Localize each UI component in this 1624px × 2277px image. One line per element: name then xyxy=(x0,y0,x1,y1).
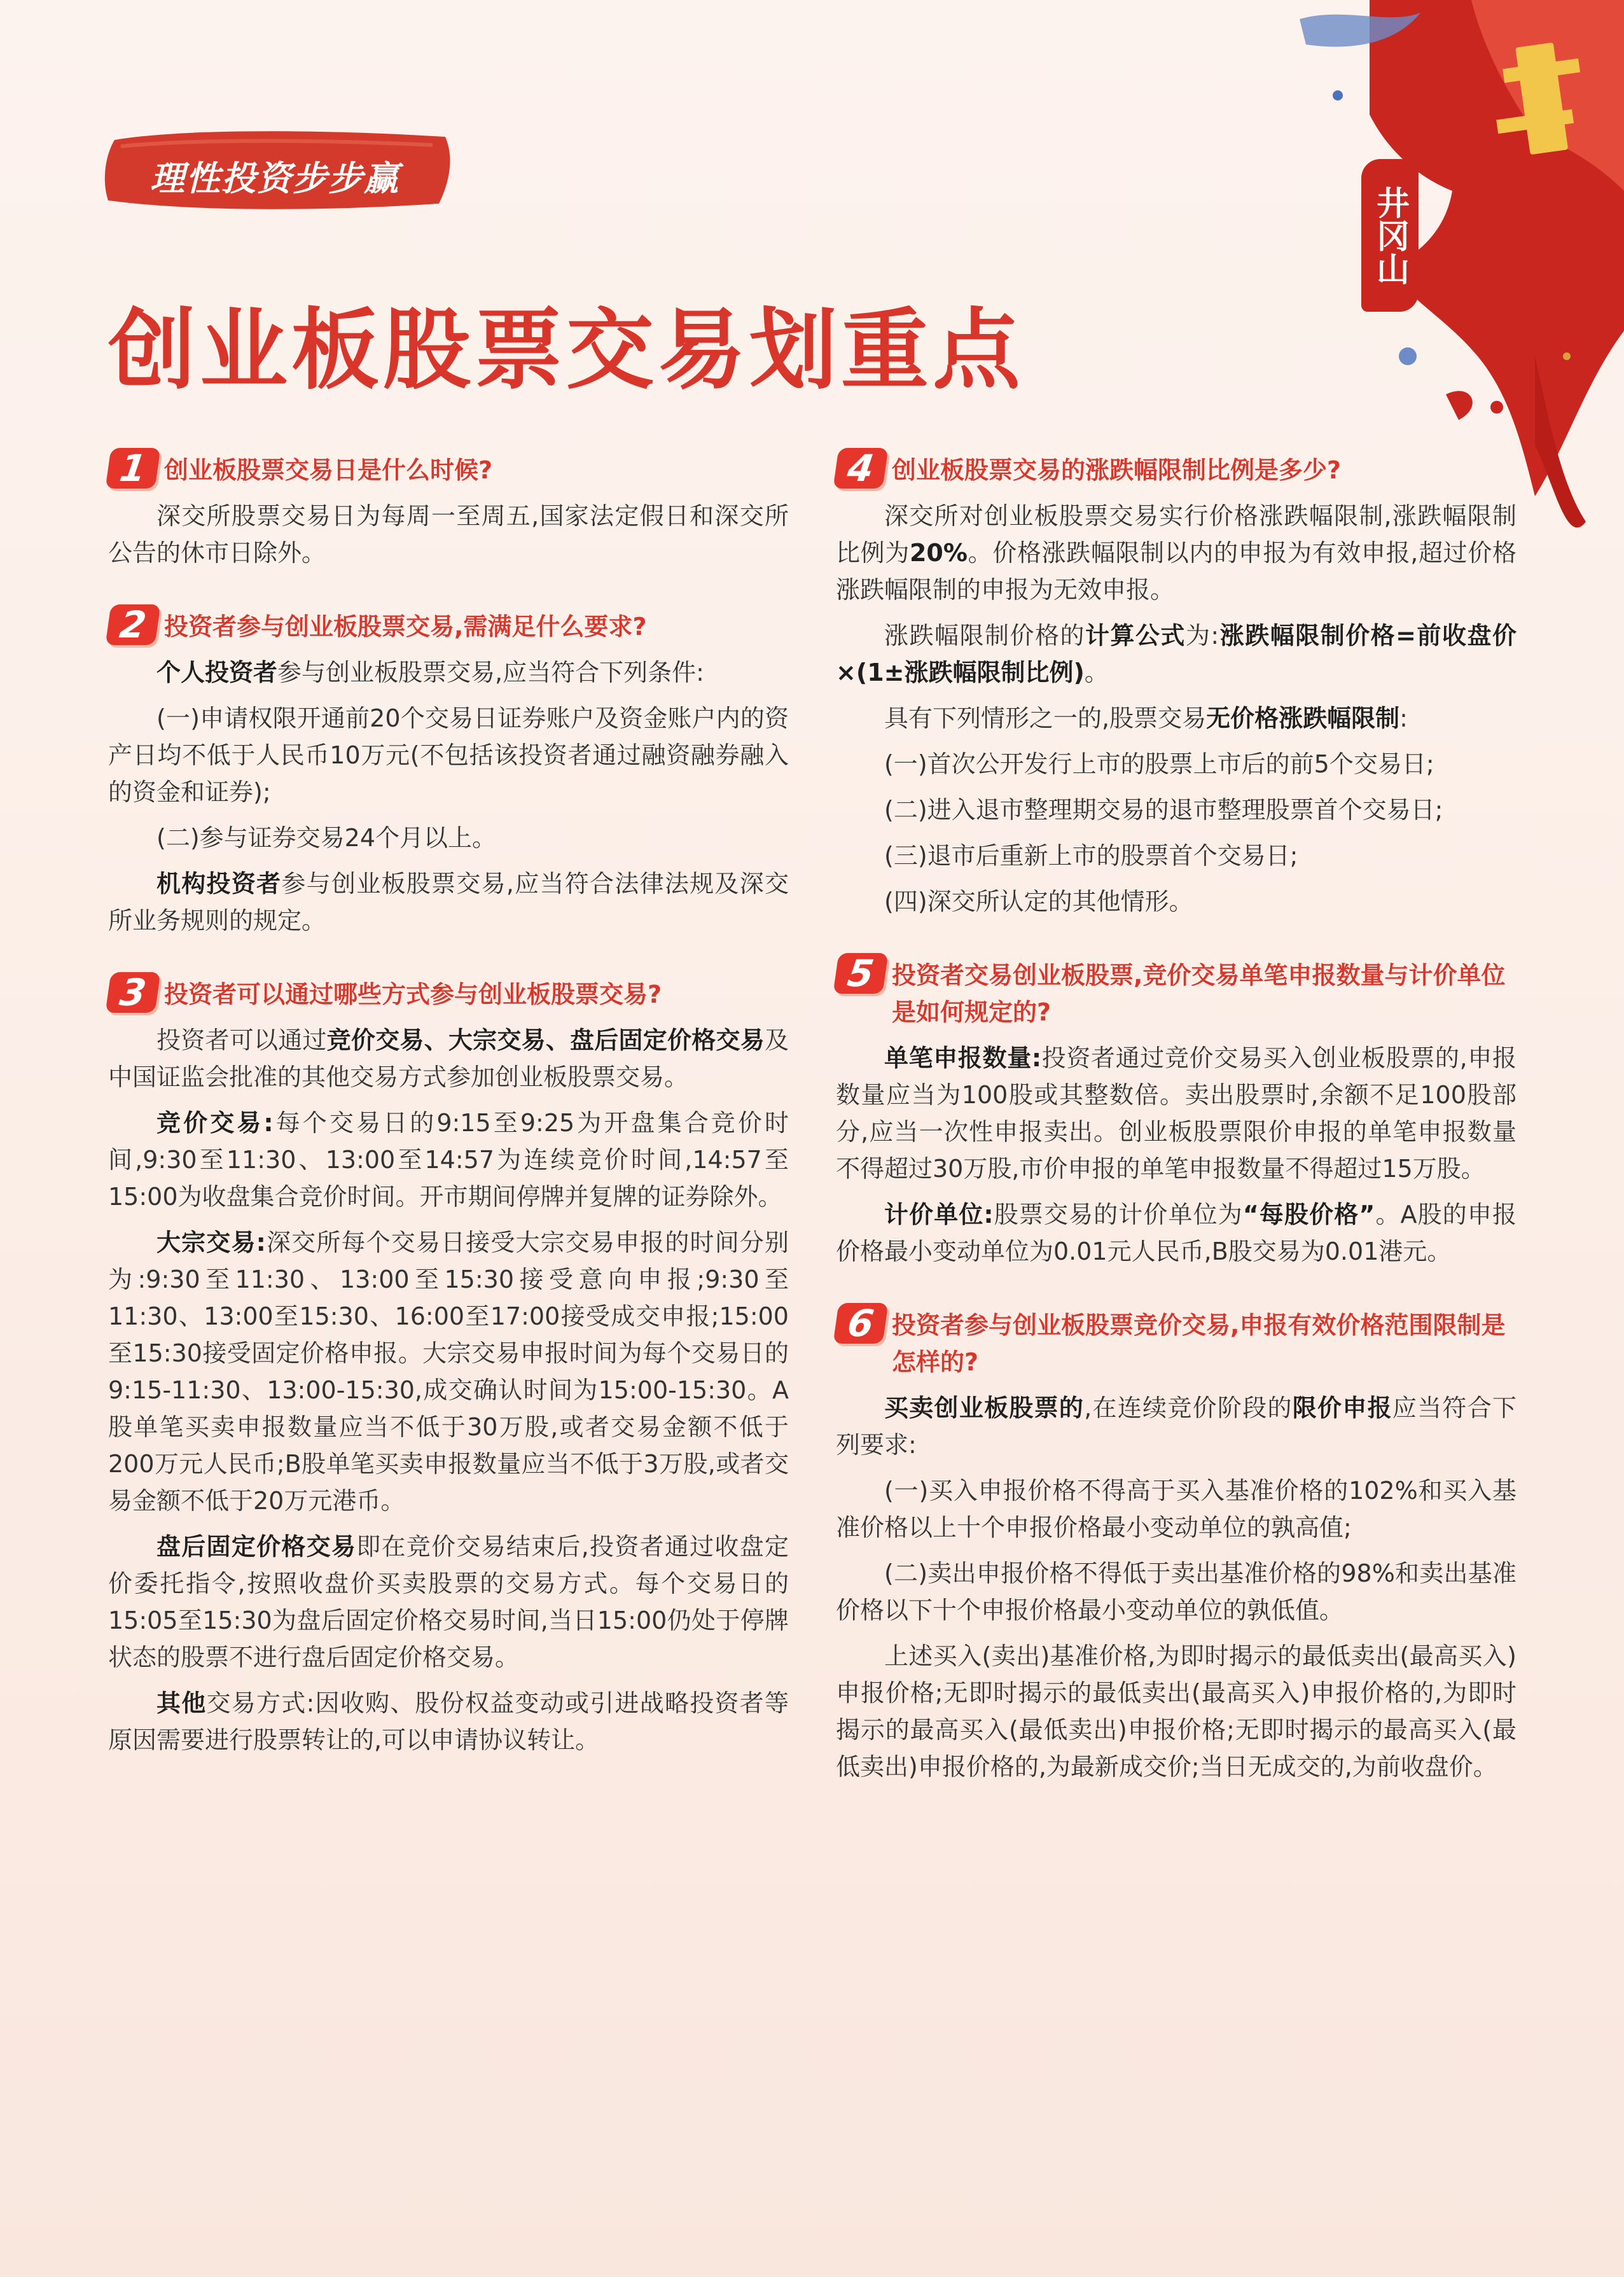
question-number-badge: 3 xyxy=(106,972,161,1013)
answer-paragraph: 上述买入(卖出)基准价格,为即时揭示的最低卖出(最高买入)申报价格;无即时揭示的最低卖出(最高买入)申报价格的,为即时揭示的最高买入(最低卖出)申报价格;无即时揭示的最高买入(最低卖出)申报价格的,为最新成交价;当日无成交的,为前收盘价。 xyxy=(836,1642,1516,1781)
question-3 xyxy=(108,971,789,1758)
bold-term: 盘后固定价格交易 xyxy=(156,1533,357,1561)
answer-paragraph xyxy=(836,700,1516,737)
question-title: 创业板股票交易日是什么时候? xyxy=(164,456,493,484)
answer-paragraph xyxy=(108,1022,789,1096)
answer-paragraph: (一)首次公开发行上市的股票上市后的前5个交易日; xyxy=(884,750,1434,778)
question-1 xyxy=(108,447,789,571)
bold-term: 单笔申报数量: xyxy=(884,1044,1042,1072)
question-5 xyxy=(836,952,1516,1270)
question-header xyxy=(836,447,1516,490)
paragraph-text: 深交所对创业板股票交易实行价格涨跌幅限制,涨跌幅限制比例为 xyxy=(836,502,1516,567)
answer-paragraph: (一)申请权限开通前20个交易日证券账户及资金账户内的资产日均不低于人民币10万元(不包括该投资者通过融资融券融入的资金和证券); xyxy=(108,704,789,806)
question-title: 投资者可以通过哪些方式参与创业板股票交易? xyxy=(164,980,662,1008)
answer-paragraph: (二)进入退市整理期交易的退市整理股票首个交易日; xyxy=(884,796,1443,824)
answer-paragraph xyxy=(108,1685,789,1758)
paragraph-text: 每个交易日的9:15至9:25为开盘集合竞价时间,9:30至11:30、13:00至14:57为连续竞价时间,14:57至15:00为收盘集合竞价时间。开市期间停牌并复牌的证券除外。 xyxy=(108,1109,789,1211)
answer-paragraph xyxy=(836,617,1516,691)
bold-term: 竞价交易、大宗交易、盘后固定价格交易 xyxy=(326,1026,765,1054)
answer-paragraph: (二)卖出申报价格不得低于卖出基准价格的98%和卖出基准价格以下十个申报价格最小变动单位的孰低值。 xyxy=(836,1559,1516,1624)
bold-term: 个人投资者 xyxy=(156,658,278,686)
paragraph-text: 投资者可以通过 xyxy=(156,1026,327,1054)
bold-formula: 涨跌幅限制价格=前收盘价×(1±涨跌幅限制比例) xyxy=(836,622,1516,686)
question-number-badge: 6 xyxy=(833,1303,889,1344)
bold-term: 机构投资者 xyxy=(156,870,282,898)
right-column xyxy=(836,447,1516,1822)
bold-term: 计算公式 xyxy=(1085,622,1186,650)
answer-paragraph: 深交所股票交易日为每周一至周五,国家法定假日和深交所公告的休市日除外。 xyxy=(108,502,789,567)
answer-paragraph: (四)深交所认定的其他情形。 xyxy=(884,888,1193,916)
answer-paragraph xyxy=(108,654,789,691)
paragraph-text: 股票交易的计价单位为 xyxy=(993,1201,1243,1229)
question-number-badge: 1 xyxy=(106,448,161,489)
bold-term: “每股价格” xyxy=(1242,1201,1375,1229)
paragraph-text: 参与创业板股票交易,应当符合法律法规及深交所业务规则的规定。 xyxy=(108,870,789,935)
answer-paragraph xyxy=(836,1196,1516,1270)
answer-paragraph xyxy=(836,1389,1516,1463)
banner-slogan: 理性投资步步赢 xyxy=(150,158,399,198)
paragraph-text: 为: xyxy=(1185,622,1219,650)
question-header xyxy=(108,447,789,490)
answer-paragraph xyxy=(108,1224,789,1519)
question-number-badge: 5 xyxy=(833,953,889,994)
paragraph-text: 。价格涨跌幅限制以内的申报为有效申报,超过价格涨跌幅限制的申报为无效申报。 xyxy=(836,539,1516,604)
question-header xyxy=(836,952,1516,1031)
answer-paragraph: (一)买入申报价格不得高于买入基准价格的102%和买入基准价格以上十个申报价格最小变动单位的孰高值; xyxy=(836,1477,1516,1542)
paragraph-text: ,在连续竞价阶段的 xyxy=(1084,1394,1293,1422)
paragraph-text: : xyxy=(1399,704,1408,732)
paragraph-text: 。 xyxy=(1084,658,1109,686)
bold-term: 无价格涨跌幅限制 xyxy=(1206,704,1400,732)
bold-term: 其他 xyxy=(156,1689,207,1717)
answer-paragraph: (二)参与证券交易24个月以上。 xyxy=(156,824,497,852)
answer-paragraph xyxy=(836,1040,1516,1187)
bold-term: 买卖创业板股票的 xyxy=(884,1394,1085,1422)
answer-paragraph xyxy=(836,498,1516,608)
paragraph-text: 及中国证监会批准的其他交易方式参加创业板股票交易。 xyxy=(108,1026,789,1091)
answer-paragraph xyxy=(108,865,789,939)
question-2 xyxy=(108,603,789,939)
vertical-label: 井冈山 xyxy=(1370,186,1410,285)
jinggangshan-stamp xyxy=(1361,159,1419,312)
paragraph-text: 。A股的申报价格最小变动单位为0.01元人民币,B股交易为0.01港元。 xyxy=(836,1201,1516,1265)
question-4 xyxy=(836,447,1516,920)
paragraph-text: 应当符合下列要求: xyxy=(836,1394,1516,1459)
question-number-badge: 4 xyxy=(833,448,889,489)
paragraph-text: 参与创业板股票交易,应当符合下列条件: xyxy=(277,658,704,686)
bold-term: 大宗交易: xyxy=(156,1229,266,1257)
answer-paragraph xyxy=(108,1104,789,1215)
question-header xyxy=(108,971,789,1014)
question-header xyxy=(836,1302,1516,1381)
question-title: 投资者参与创业板股票交易,需满足什么要求? xyxy=(164,613,647,641)
bold-term: 计价单位: xyxy=(884,1201,994,1229)
bold-term: 限价申报 xyxy=(1292,1394,1392,1422)
answer-paragraph: (三)退市后重新上市的股票首个交易日; xyxy=(884,842,1298,870)
paragraph-text: 涨跌幅限制价格的 xyxy=(884,622,1085,650)
question-6 xyxy=(836,1302,1516,1785)
bold-term: 竞价交易: xyxy=(156,1109,274,1137)
paragraph-text: 具有下列情形之一的,股票交易 xyxy=(884,704,1207,732)
question-title: 投资者参与创业板股票竞价交易,申报有效价格范围限制是怎样的? xyxy=(892,1311,1506,1376)
left-column xyxy=(108,447,789,1795)
question-title: 投资者交易创业板股票,竞价交易单笔申报数量与计价单位是如何规定的? xyxy=(892,961,1506,1026)
paragraph-text: 交易方式:因收购、股份权益变动或引进战略投资者等原因需要进行股票转让的,可以申请协议转让。 xyxy=(108,1689,789,1754)
answer-paragraph xyxy=(108,1528,789,1676)
bold-term: 20% xyxy=(909,539,968,567)
paragraph-text: 投资者通过竞价交易买入创业板股票的,申报数量应当为100股或其整数倍。卖出股票时,余额不足100股部分,应当一次性申报卖出。创业板股票限价申报的单笔申报数量不得超过30万股,市价申报的单笔申报数量不得超过15万股。 xyxy=(836,1044,1516,1183)
paragraph-text: 深交所每个交易日接受大宗交易申报的时间分别为:9:30至11:30、13:00至15:30接受意向申报;9:30至11:30、13:00至15:30、16:00至17:00接受成交申报;15:00至15:30接受固定价格申报。大宗交易申报时间为每个交易日的9:15-11:30、13:00-15:30,成交确认时间为15:00-15:30。A股单笔买卖申报数量应当不低于30万股,或者交易金额不低于200万元人民币;B股单笔买卖申报数量应当不低于3万股,或者交易金额不低于20万元港币。 xyxy=(108,1229,789,1515)
question-header xyxy=(108,603,789,646)
paragraph-text: 即在竞价交易结束后,投资者通过收盘定价委托指令,按照收盘价买卖股票的交易方式。每个交易日的15:05至15:30为盘后固定价格交易时间,当日15:00仍处于停牌状态的股票不进行盘后固定价格交易。 xyxy=(108,1533,789,1671)
page-title: 创业板股票交易划重点 xyxy=(108,299,1025,401)
question-number-badge: 2 xyxy=(106,604,161,645)
question-title: 创业板股票交易的涨跌幅限制比例是多少? xyxy=(892,456,1342,484)
